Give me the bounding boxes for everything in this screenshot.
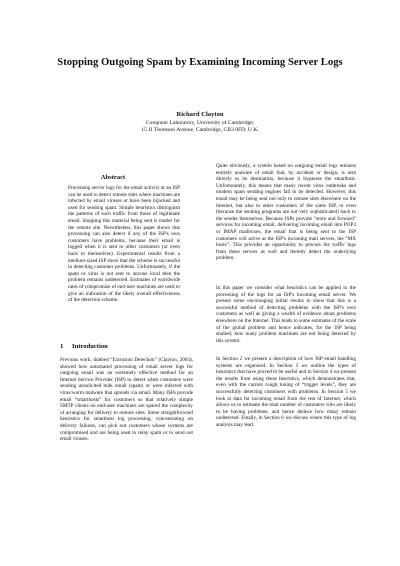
introduction-paragraph: Previous work, dubbed “Extrusion Detection” (Clayton, 2004), showed how automated processing of email server logs for outgoing email was an extremely effective method for an Internet Service Provider (ISP) to detect when customers were sending unsolicited bulk email (spam) or were infected with virus/worm malware that spreads via email. Many ISPs provide email “smarthosts” for customers so that relatively simple SMTP clients on end-user machines are spared the complexity of arranging for delivery to remote sites. Some straightforward heuristics for smarthost log processing, concentrating on delivery failures, can pick out customers whose systems are compromised and are being used to relay spam or to send out email viruses. <box>60 357 193 443</box>
affiliation-line-1: Computer Laboratory, University of Cambridge, <box>145 120 255 126</box>
section-number: 1 <box>60 343 64 350</box>
section-title: Introduction <box>72 343 108 350</box>
abstract-text: Processing server logs for the email activity at an ISP can be used to detect remote sites where machines are infected by email viruses or have been hijacked and used for sending spam. Simple heuristics distinguish the patterns of such traffic from those of legitimate email. Stopping this material being sent is matter for the remote site. Nevertheless, this paper shows that processing can also detect if any of the ISP's own customers have problems, because their email is logged when it is sent to other customers (or even back to themselves). Experimental results from a medium-sized ISP show that the scheme is successful in detecting customer problems. Unfortunately, if the spam or virus is not sent to anyone local then the problem remains undetected. Estimates of worldwide rates of compromise of end-user machines are used to give an indication of the likely overall effectiveness of the detection scheme. <box>68 185 180 304</box>
affiliation-line-2: 15 JJ Thomson Avenue, Cambridge, CB3 0FD, U.K. <box>141 127 259 133</box>
right-column-paragraph-1: Quite obviously, a system based on outgoing email logs remains entirely unaware of email that, by accident or design, is sent directly to its destination, because it bypasses the smarthost. Unfortunately, this means that many recent virus outbreaks and modern spam sending engines fail to be detected. However, this email may be being sent not only to remote sites elsewhere on the Internet, but also to other customers of the same ISP, or even (because the sending programs are not very sophisticated) back to the sender themselves. Because ISPs provide “store and forward” services for incoming email, delivering incoming email into POP3 or IMAP mailboxes, the email that is being sent to the ISP customers will arrive at the ISP's incoming mail servers, the “MX hosts”. This provides an opportunity to process the traffic logs from these servers as well and thereby detect the underlying problem. <box>216 163 356 262</box>
author-name: Richard Clayton <box>176 111 224 118</box>
right-column-paragraph-2: In this paper we consider what heuristics can be applied to the processing of the logs for an ISP's incoming email server. We present some encouraging initial results to show that this is a successful method of detecting problems with the ISP's own customers as well as giving a wealth of evidence about problems elsewhere on the Internet. This leads to some estimates of the scale of the global problem and hence indicates, for the ISP being studied, how many problem machines are not being detected by this system. <box>216 285 356 344</box>
abstract-heading: Abstract <box>100 174 126 181</box>
section-heading-introduction <box>60 343 108 350</box>
right-column-paragraph-3: In Section 2 we present a description of how ISP email handling systems are organised. In Section 3 we outline the types of heuristics that have proved to be useful and in Section 4 we present the results from using these heuristics, which demonstrates that, even with the current rough tuning of “trigger levels”, they are successfully detecting customers with problems. In Section 5 we look at data for incoming email from the rest of Internet, which allows us to estimate the total number of customers who are likely to be having problems, and hence deduce how many remain undetected. Finally, in Section 6 we discuss where this type of log analysis may lead. <box>216 356 356 428</box>
paper-title: Stopping Outgoing Spam by Examining Incoming Server Logs <box>57 57 343 68</box>
